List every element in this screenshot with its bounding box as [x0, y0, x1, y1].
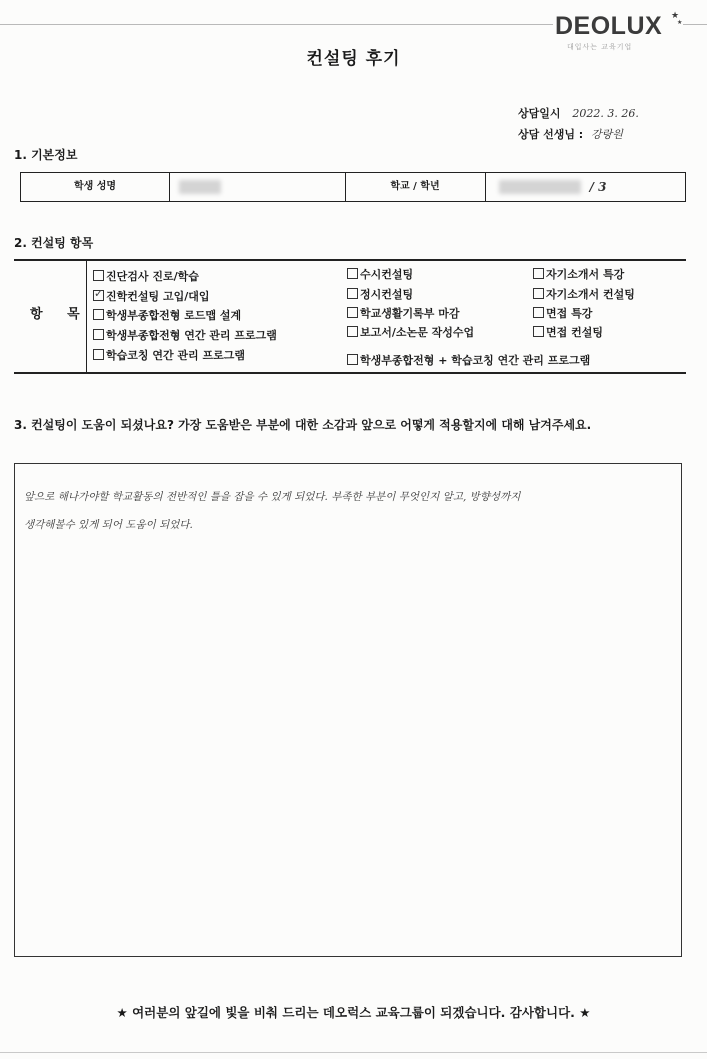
feedback-question: 3. 컨설팅이 도움이 되셨나요? 가장 도움받은 부분에 대한 소감과 앞으로 어떻게 적용할지에 대해 남겨주세요.: [14, 418, 592, 432]
checkbox-icon[interactable]: [93, 270, 104, 281]
item-checkbox[interactable]: [533, 305, 592, 321]
student-name-redacted: [179, 180, 221, 194]
page-title: 컨설팅 후기: [306, 49, 401, 69]
item-label: 면접 특강: [546, 307, 593, 320]
item-checkbox[interactable]: [533, 266, 624, 282]
item-checkbox[interactable]: [347, 352, 590, 368]
checkbox-icon[interactable]: [347, 326, 358, 337]
logo-tagline: 대입사는 교육기업: [567, 43, 633, 51]
items-table-bottom-rule: [14, 372, 686, 374]
checkbox-icon[interactable]: [347, 354, 358, 365]
item-checkbox[interactable]: [347, 324, 474, 340]
item-label: 자기소개서 특강: [546, 268, 625, 281]
item-label: 보고서/소논문 작성수업: [360, 326, 475, 339]
items-table-top-rule: [14, 259, 686, 261]
logo-star-icon: ★: [671, 11, 680, 21]
checkbox-icon[interactable]: [347, 268, 358, 279]
checkbox-icon[interactable]: [347, 307, 358, 318]
feedback-answer-box[interactable]: [14, 463, 682, 957]
student-name-label: 학생 성명: [73, 181, 117, 192]
item-label: 학습코칭 연간 관리 프로그램: [106, 349, 245, 362]
feedback-answer-line: 생각해볼수 있게 되어 도움이 되었다.: [24, 519, 193, 531]
school-grade-label: 학교 / 학년: [390, 181, 440, 192]
item-label: 자기소개서 컨설팅: [546, 288, 635, 301]
item-checkbox[interactable]: [347, 286, 413, 302]
consult-teacher: [518, 126, 623, 142]
item-label: 학생부종합전형 + 학습코칭 연간 관리 프로그램: [360, 354, 591, 367]
logo-wordmark: DEOLUX: [555, 12, 663, 40]
school-name-redacted: [499, 180, 581, 194]
item-checkbox[interactable]: [533, 286, 635, 302]
consult-date: [518, 105, 639, 121]
divider: [485, 173, 486, 201]
section-items-heading: 2. 컨설팅 항목: [14, 236, 94, 250]
item-label: 학생부종합전형 로드맵 설계: [106, 309, 242, 322]
checkbox-icon[interactable]: [533, 288, 544, 299]
consult-date-label: 상담일시: [518, 107, 561, 120]
grade-value: / 3: [589, 180, 607, 194]
item-label: 학생부종합전형 연간 관리 프로그램: [106, 329, 277, 342]
item-label: 정시컨설팅: [360, 288, 414, 301]
items-row-header: 항 목: [30, 307, 90, 322]
checkbox-checked-icon[interactable]: ✓: [94, 287, 104, 300]
consult-teacher-label: 상담 선생님 :: [518, 128, 584, 141]
checkbox-icon[interactable]: [533, 307, 544, 318]
feedback-answer-line: 앞으로 해나가야할 학교활동의 전반적인 틀을 잡을 수 있게 되었다. 부족한 부분이 무엇인지 알고, 방향성까지: [24, 491, 521, 503]
checkbox-icon[interactable]: [93, 309, 104, 320]
item-checkbox[interactable]: [533, 324, 603, 340]
checkbox-icon[interactable]: [533, 268, 544, 279]
item-checkbox[interactable]: [93, 268, 199, 284]
item-label: 학교생활기록부 마감: [360, 307, 460, 320]
basic-info-table: [20, 172, 686, 202]
divider: [169, 173, 170, 201]
item-label: 진학컨설팅 고입/대입: [106, 290, 210, 303]
page-bottom-edge: [0, 1052, 707, 1053]
closing-message: ★ 여러분의 앞길에 빛을 비춰 드리는 데오럭스 교육그룹이 되겠습니다. 감사합니다. ★: [116, 1005, 591, 1020]
item-checkbox-checked[interactable]: [93, 288, 209, 304]
item-checkbox[interactable]: [93, 327, 277, 343]
item-checkbox[interactable]: [347, 266, 413, 282]
checkbox-icon[interactable]: [93, 349, 104, 360]
consult-teacher-value: 강랑원: [591, 128, 623, 141]
section-basic-info-heading: 1. 기본정보: [14, 148, 78, 162]
item-label: 면접 컨설팅: [546, 326, 603, 339]
checkbox-icon[interactable]: [533, 326, 544, 337]
item-checkbox[interactable]: [93, 307, 241, 323]
logo-small-star-icon: ★: [677, 19, 683, 26]
item-label: 진단검사 진로/학습: [106, 270, 199, 283]
consult-date-value: 2022. 3. 26.: [572, 107, 639, 120]
checkbox-icon[interactable]: [93, 329, 104, 340]
item-checkbox[interactable]: [347, 305, 459, 321]
item-label: 수시컨설팅: [360, 268, 414, 281]
checkbox-icon[interactable]: [347, 288, 358, 299]
brand-logo: [553, 11, 683, 51]
item-checkbox[interactable]: [93, 347, 245, 363]
